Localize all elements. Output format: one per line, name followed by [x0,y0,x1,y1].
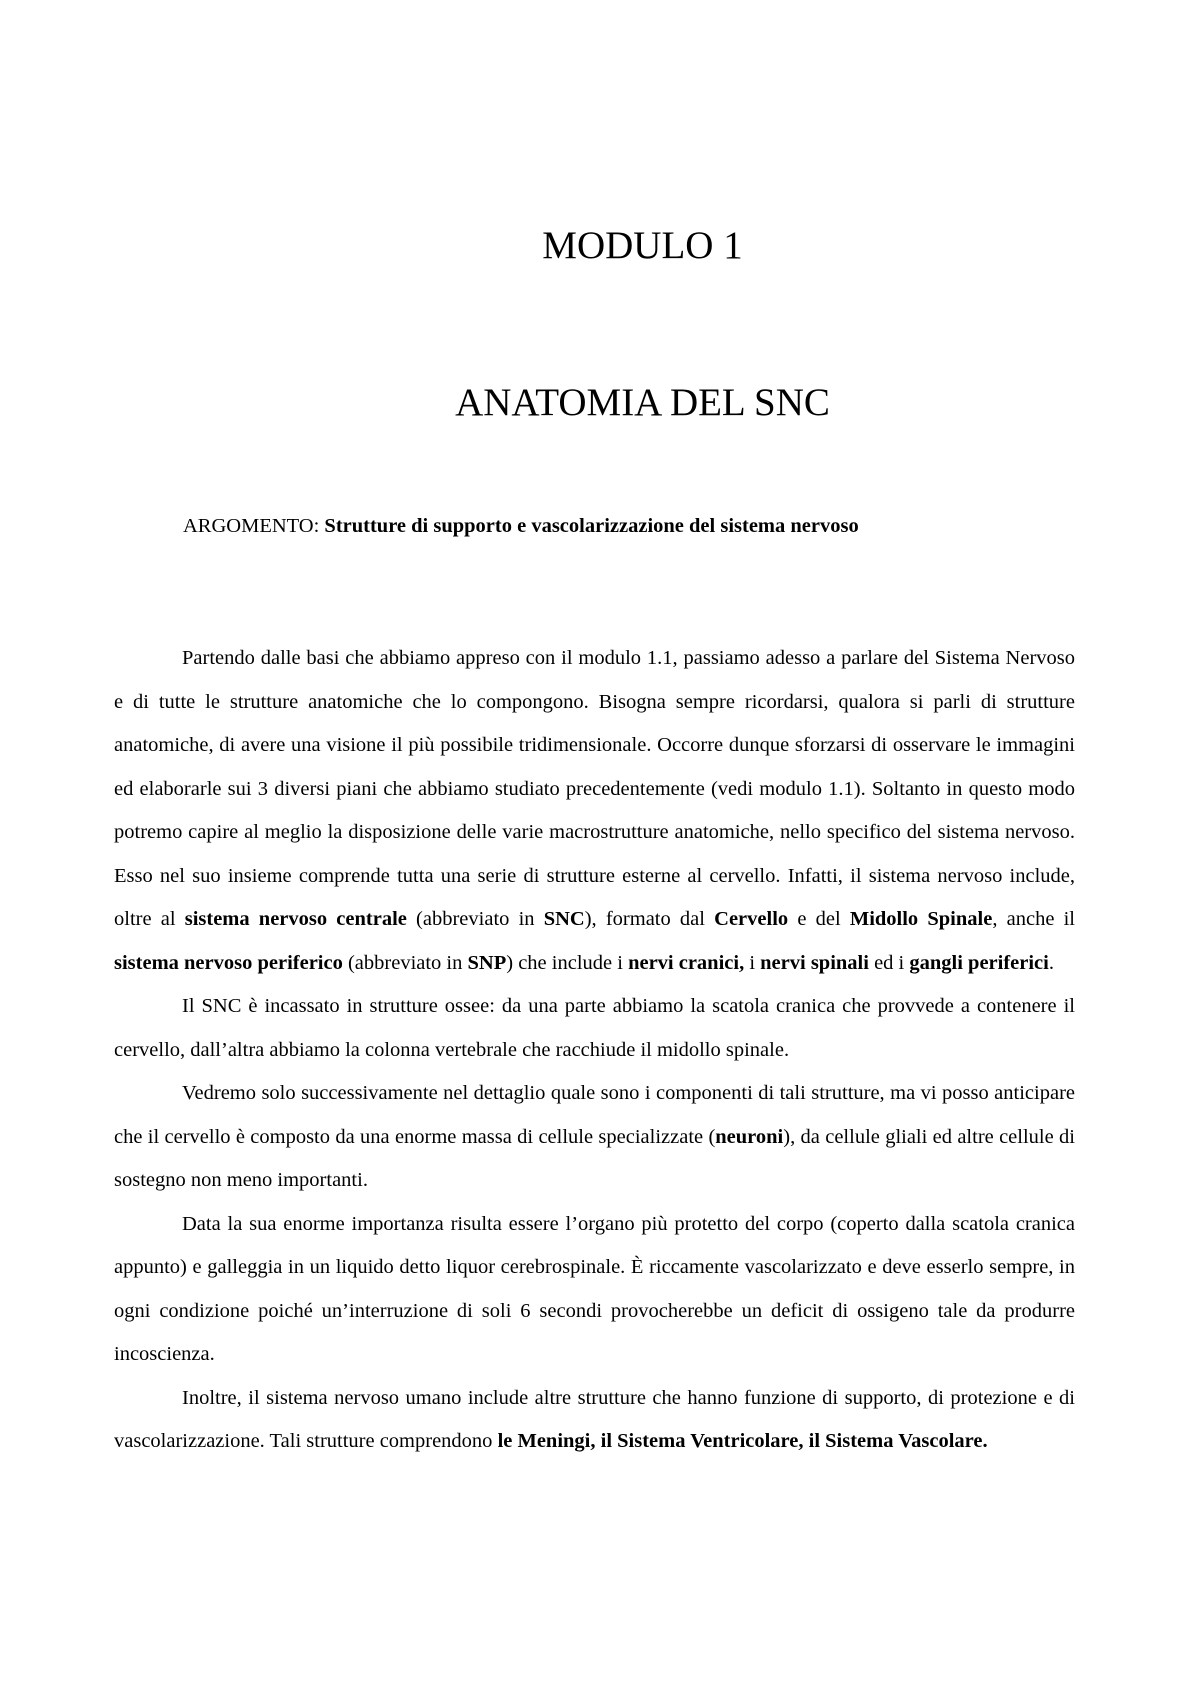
topic-line [183,515,1103,538]
p5-text-1: Inoltre, il sistema nervoso umano include altre strutture che hanno funzione di supporto, di protezione e di vascolarizzazione. Tali strutture comprendono [114,1386,1075,1452]
paragraph-1 [114,637,1075,985]
topic-title: Strutture di supporto e vascolarizzazione del sistema nervoso [324,515,859,537]
p3-text-2: ), da cellule gliali ed altre cellule di sostegno non meno importanti. [114,1125,1075,1191]
section-title: ANATOMIA DEL SNC [455,381,830,424]
body-text [114,637,1075,1464]
p1-bold-snc: SNC [543,908,585,930]
p1-bold-snp: SNP [467,951,507,974]
paragraph-5 [114,1377,1075,1464]
p1-text-9: ed i [868,951,910,974]
paragraph-4: Data la sua enorme importanza risulta essere l’organo più protetto del corpo (coperto dalla scatola cranica appunto) e galleggia in un liquido detto liquor cerebrospinale. È riccamente vascolarizzato e deve esserlo sempre, in ogni condizione poiché un’interruzione di soli 6 secondi provocherebbe un deficit di ossigeno tale da produrre incoscienza. [114,1212,1075,1365]
p1-text-8: i [744,951,761,974]
p1-text-5: , anche il [992,908,1075,930]
p1-bold-snp-term: sistema nervoso periferico [114,951,343,974]
p1-text-3: ), formato dal [584,908,715,930]
p3-bold-neuroni: neuroni [715,1125,784,1148]
p1-bold-cervello: Cervello [714,908,789,930]
p1-bold-midollo: Midollo Spinale [849,908,993,930]
p1-text-4: e del [788,908,850,930]
p1-text-1: Partendo dalle basi che abbiamo appreso con il modulo 1.1, passiamo adesso a parlare del Sistema Nervoso e di tutte le strutture anatomiche che lo compongono. Bisogna sempre ricordarsi, qualora si parli di strutture anatomiche, di avere una visione il più possibile tridimensionale. Occorre dunque sforzarsi di osservare le immagini ed elaborarle sui 3 diversi piani che abbiamo studiato precedentemente (vedi modulo 1.1). Soltanto in questo modo potremo capire al meglio la disposizione delle varie macrostrutture anatomiche, nello specifico del sistema nervoso. Esso nel suo insieme comprende tutta una serie di strutture esterne al cervello. Infatti, il sistema nervoso include, oltre al [114,647,1075,930]
p3-text-1: Vedremo solo successivamente nel dettaglio quale sono i componenti di tali strutture, ma vi posso anticipare che il cervello è composto da una enorme massa di cellule specializzate ( [114,1082,1075,1148]
module-title: MODULO 1 [542,224,743,267]
p1-bold-snc-term: sistema nervoso centrale [184,908,407,930]
p1-bold-nervi-spinali: nervi spinali [760,951,869,974]
p1-text-10: . [1048,951,1054,974]
p5-bold-structures: le Meningi, il Sistema Ventricolare, il Sistema Vascolare. [497,1430,988,1452]
paragraph-3 [114,1072,1075,1203]
paragraph-2: Il SNC è incassato in strutture ossee: da una parte abbiamo la scatola cranica che provvede a contenere il cervello, dall’altra abbiamo la colonna vertebrale che racchiude il midollo spinale. [114,995,1075,1061]
topic-label: ARGOMENTO: [183,515,320,537]
p1-bold-gangli: gangli periferici [909,951,1049,974]
p1-text-2: (abbreviato in [406,908,544,930]
p1-text-6: (abbreviato in [342,951,468,974]
p1-bold-nervi-cranici: nervi cranici, [628,951,745,974]
p1-text-7: ) che include i [506,951,629,974]
